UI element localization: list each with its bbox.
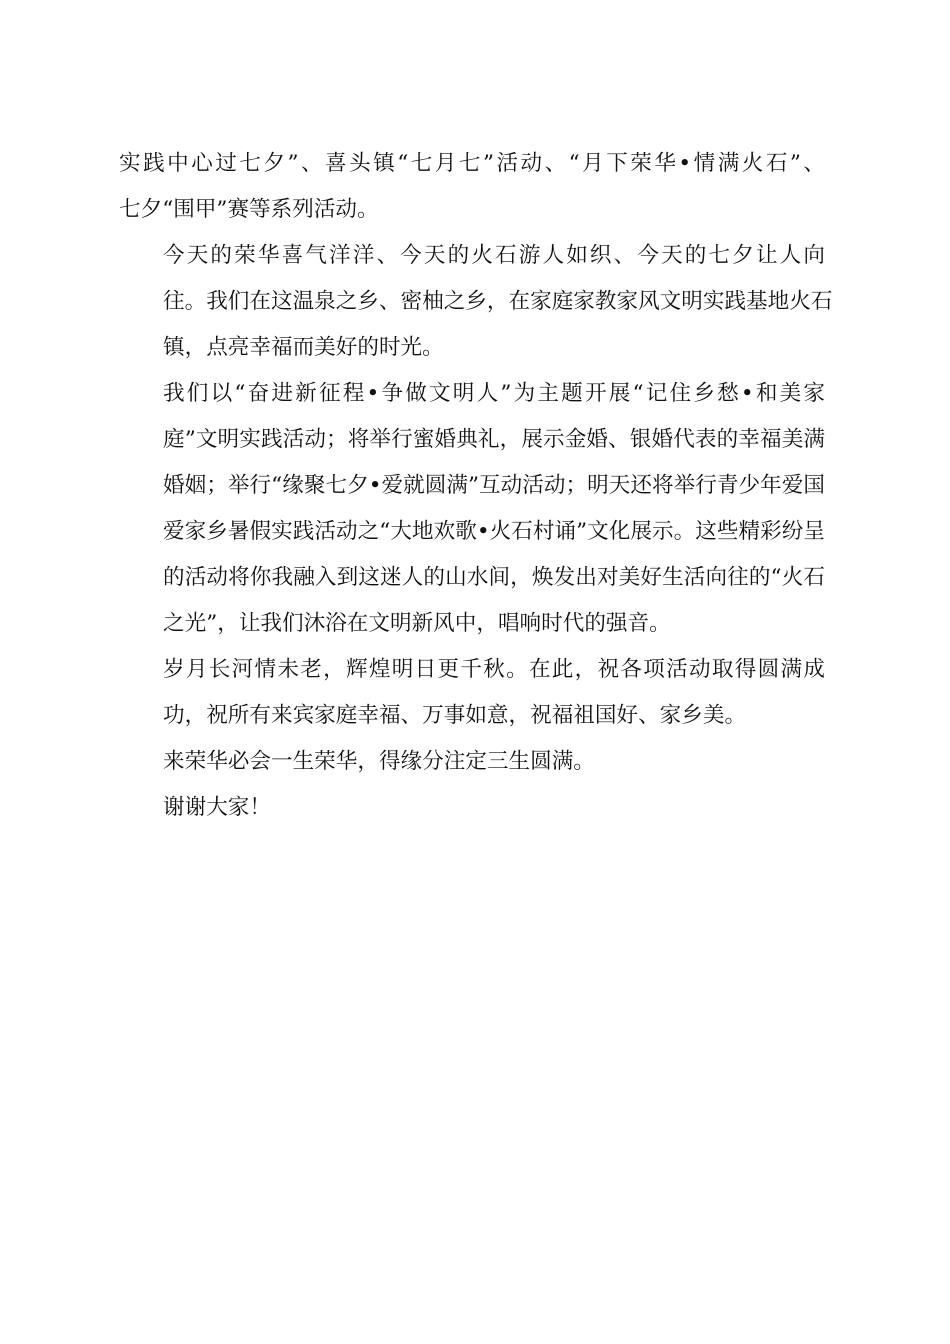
paragraph-thanks: [119, 785, 825, 831]
text-line: 的活动将你我融入到这迷人的山水间，焕发出对美好生活向往的“火石: [163, 565, 825, 590]
text-line: 庭”文明实践活动；将举行蜜婚典礼，展示金婚、银婚代表的幸福美满: [163, 427, 825, 452]
text-line: 七夕“围甲”赛等系列活动。: [119, 197, 379, 222]
text-line: 我们以“奋进新征程•争做文明人”为主题开展“记住乡愁•和美家: [163, 381, 825, 406]
text-line: 今天的荣华喜气洋洋、今天的火石游人如织、今天的七夕让人向: [163, 243, 825, 268]
text-line: 往。我们在这温泉之乡、密柚之乡，在家庭家教家风文明实践基地火石: [163, 289, 833, 314]
text-line: 岁月长河情未老，辉煌明日更千秋。在此，祝各项活动取得圆满成: [163, 657, 825, 682]
paragraph-today: [119, 233, 833, 371]
paragraph-blessings: [119, 647, 825, 739]
text-line: 镇，点亮幸福而美好的时光。: [163, 335, 444, 360]
speech-text-body: [119, 141, 833, 831]
text-line: 爱家乡暑假实践活动之“大地欢歌•火石村诵”文化展示。这些精彩纷呈: [163, 519, 825, 544]
paragraph-closing-wish: [119, 739, 825, 785]
paragraph-theme-activities: [119, 371, 825, 647]
text-line: 婚姻；举行“缘聚七夕•爱就圆满”互动活动；明天还将举行青少年爱国: [163, 473, 825, 498]
text-line: 之光”，让我们沐浴在文明新风中，唱响时代的强音。: [163, 611, 671, 636]
text-line: 实践中心过七夕”、喜头镇“七月七”活动、“月下荣华•情满火石”、: [119, 151, 825, 176]
text-line: 功，祝所有来宾家庭幸福、万事如意，祝福祖国好、家乡美。: [163, 703, 747, 728]
text-line: 来荣华必会一生荣华，得缘分注定三生圆满。: [163, 749, 595, 774]
paragraph-activities-list: [119, 141, 825, 233]
text-line: 谢谢大家！: [163, 795, 271, 820]
